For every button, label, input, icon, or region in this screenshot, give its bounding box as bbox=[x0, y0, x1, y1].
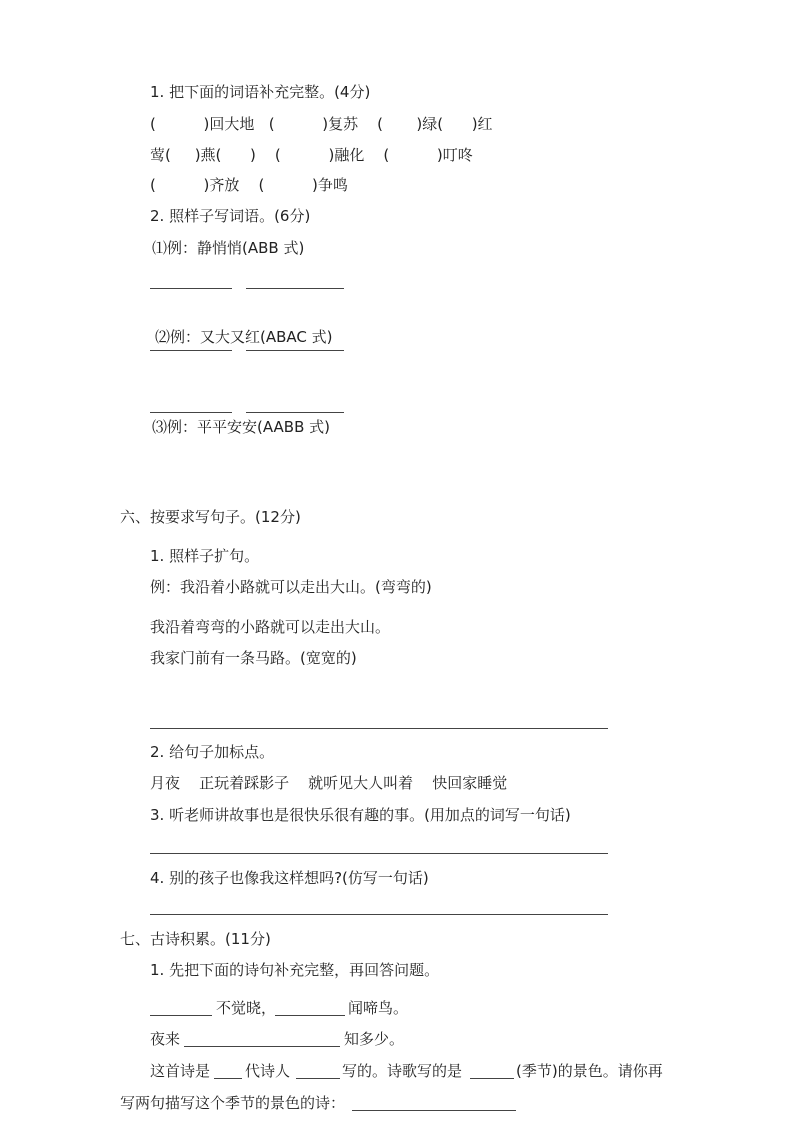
poem-line-2-a: 夜来 bbox=[150, 1030, 181, 1048]
question-6-3-title: 3. 听老师讲故事也是很快乐很有趣的事。(用加点的词写一句话) bbox=[150, 806, 571, 824]
poem-line-1-a: 不觉晓， bbox=[216, 999, 277, 1017]
answer-line[interactable] bbox=[150, 350, 232, 351]
question-6-2-title: 2. 给句子加标点。 bbox=[150, 743, 275, 761]
punctuation-sentence: 月夜 正玩着踩影子 就听见大人叫着 快回家睡觉 bbox=[150, 774, 508, 792]
question-6-4-title: 4. 别的孩子也像我这样想吗?(仿写一句话) bbox=[150, 869, 429, 887]
expand-example: 例：我沿着小路就可以走出大山。(弯弯的) bbox=[150, 578, 432, 596]
season-blank[interactable] bbox=[470, 1078, 514, 1079]
fill-row-3: ( )齐放 ( )争鸣 bbox=[150, 176, 348, 194]
fill-row-1: ( )回大地 ( )复苏 ( )绿( )红 bbox=[150, 115, 493, 133]
poem-question-part-2: 代诗人 bbox=[245, 1062, 291, 1080]
poem-question-part-4: (季节)的景色。请你再 bbox=[516, 1062, 663, 1080]
section-7-title: 七、古诗积累。(11分) bbox=[120, 930, 271, 948]
answer-line[interactable] bbox=[246, 412, 344, 413]
question-5-1-title: 1. 把下面的词语补充完整。(4分) bbox=[150, 83, 371, 101]
example-aabb: ⑶例：平平安安(AABB 式) bbox=[152, 418, 330, 436]
poem-blank[interactable] bbox=[275, 1015, 345, 1016]
section-6-title: 六、按要求写句子。(12分) bbox=[120, 508, 301, 526]
dynasty-blank[interactable] bbox=[214, 1078, 242, 1079]
answer-line[interactable] bbox=[150, 853, 608, 854]
poem-question-part-3: 写的。诗歌写的是 bbox=[342, 1062, 463, 1080]
question-7-1-title: 1. 先把下面的诗句补充完整，再回答问题。 bbox=[150, 961, 440, 979]
poet-blank[interactable] bbox=[296, 1078, 340, 1079]
answer-line[interactable] bbox=[246, 288, 344, 289]
answer-line[interactable] bbox=[150, 412, 232, 413]
poem-question-part-1: 这首诗是 bbox=[150, 1062, 211, 1080]
example-abb: ⑴例：静悄悄(ABB 式) bbox=[152, 239, 305, 257]
poem-question-part-5: 写两句描写这个季节的景色的诗： bbox=[120, 1094, 346, 1112]
answer-line[interactable] bbox=[150, 914, 608, 915]
question-6-1-title: 1. 照样子扩句。 bbox=[150, 547, 260, 565]
example-abac: ⑵例：又大又红(ABAC 式) bbox=[155, 328, 333, 346]
answer-line[interactable] bbox=[150, 728, 608, 729]
answer-line[interactable] bbox=[246, 350, 344, 351]
fill-row-2: 莺( )燕( ) ( )融化 ( )叮咚 bbox=[150, 146, 473, 164]
answer-line[interactable] bbox=[352, 1110, 516, 1111]
poem-blank[interactable] bbox=[184, 1046, 340, 1047]
expand-example-answer: 我沿着弯弯的小路就可以走出大山。 bbox=[150, 618, 391, 636]
poem-blank[interactable] bbox=[150, 1015, 212, 1016]
question-5-2-title: 2. 照样子写词语。(6分) bbox=[150, 207, 311, 225]
expand-task: 我家门前有一条马路。(宽宽的) bbox=[150, 649, 357, 667]
answer-line[interactable] bbox=[150, 288, 232, 289]
poem-line-2-b: 知多少。 bbox=[344, 1030, 405, 1048]
poem-line-1-b: 闻啼鸟。 bbox=[348, 999, 409, 1017]
